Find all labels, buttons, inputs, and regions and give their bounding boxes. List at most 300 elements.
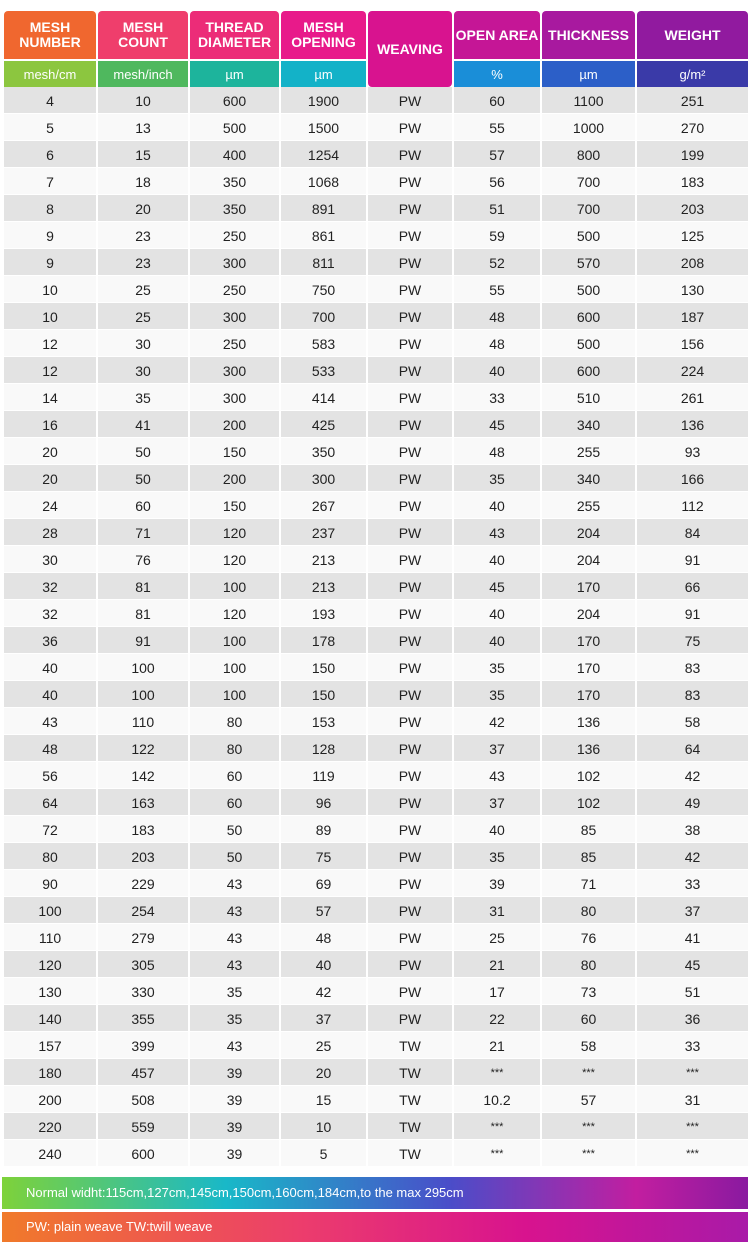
header-thickness: THICKNESS — [542, 11, 635, 59]
cell-mesh-opening: 1900 — [281, 87, 366, 114]
cell-weight: 36 — [637, 1005, 748, 1032]
cell-mesh-opening: 40 — [281, 951, 366, 978]
header-mesh-number: MESH NUMBER — [4, 11, 96, 59]
cell-mesh-count: 457 — [98, 1059, 188, 1086]
cell-mesh-number: 14 — [4, 384, 96, 411]
cell-mesh-number: 7 — [4, 168, 96, 195]
cell-weight: 91 — [637, 600, 748, 627]
cell-mesh-count: 142 — [98, 762, 188, 789]
cell-thread-diameter: 250 — [190, 276, 279, 303]
cell-thickness: 170 — [542, 654, 635, 681]
cell-open-area: 59 — [454, 222, 540, 249]
unit-open-area: % — [454, 59, 540, 87]
cell-open-area: 21 — [454, 1032, 540, 1059]
cell-mesh-count: 20 — [98, 195, 188, 222]
cell-weaving: PW — [368, 735, 452, 762]
cell-mesh-opening: 128 — [281, 735, 366, 762]
cell-thickness: 73 — [542, 978, 635, 1005]
cell-mesh-number: 120 — [4, 951, 96, 978]
table-row — [4, 573, 748, 600]
cell-thickness: 60 — [542, 1005, 635, 1032]
cell-mesh-opening: 861 — [281, 222, 366, 249]
cell-weight: 37 — [637, 897, 748, 924]
cell-mesh-number: 80 — [4, 843, 96, 870]
cell-weaving: PW — [368, 843, 452, 870]
cell-mesh-opening: 213 — [281, 573, 366, 600]
cell-thickness: 800 — [542, 141, 635, 168]
cell-mesh-number: 4 — [4, 87, 96, 114]
cell-weaving: TW — [368, 1059, 452, 1086]
cell-mesh-count: 41 — [98, 411, 188, 438]
table-row — [4, 789, 748, 816]
cell-thickness: 85 — [542, 816, 635, 843]
cell-thread-diameter: 80 — [190, 735, 279, 762]
cell-weight: *** — [637, 1140, 748, 1167]
cell-weaving: PW — [368, 708, 452, 735]
cell-mesh-opening: 700 — [281, 303, 366, 330]
cell-thickness: 700 — [542, 195, 635, 222]
cell-weight: 251 — [637, 87, 748, 114]
cell-open-area: 40 — [454, 357, 540, 384]
cell-thread-diameter: 250 — [190, 222, 279, 249]
cell-mesh-number: 12 — [4, 330, 96, 357]
cell-open-area: 31 — [454, 897, 540, 924]
cell-open-area: 21 — [454, 951, 540, 978]
cell-open-area: 10.2 — [454, 1086, 540, 1113]
cell-mesh-number: 20 — [4, 438, 96, 465]
table-row — [4, 357, 748, 384]
cell-mesh-opening: 178 — [281, 627, 366, 654]
cell-mesh-count: 122 — [98, 735, 188, 762]
table-row — [4, 1113, 748, 1140]
cell-mesh-opening: 96 — [281, 789, 366, 816]
cell-mesh-number: 10 — [4, 303, 96, 330]
cell-weight: 203 — [637, 195, 748, 222]
cell-thread-diameter: 35 — [190, 978, 279, 1005]
cell-thickness: 136 — [542, 708, 635, 735]
cell-mesh-number: 100 — [4, 897, 96, 924]
cell-thickness: 500 — [542, 330, 635, 357]
cell-mesh-opening: 75 — [281, 843, 366, 870]
cell-mesh-count: 15 — [98, 141, 188, 168]
table-row — [4, 1086, 748, 1113]
table-row — [4, 978, 748, 1005]
cell-weaving: TW — [368, 1140, 452, 1167]
cell-thickness: 700 — [542, 168, 635, 195]
cell-mesh-count: 229 — [98, 870, 188, 897]
cell-weaving: PW — [368, 384, 452, 411]
cell-mesh-opening: 15 — [281, 1086, 366, 1113]
cell-weaving: PW — [368, 303, 452, 330]
table-row — [4, 762, 748, 789]
cell-mesh-opening: 119 — [281, 762, 366, 789]
cell-mesh-number: 40 — [4, 681, 96, 708]
weave-note: PW: plain weave TW:twill weave — [2, 1212, 748, 1242]
cell-thread-diameter: 80 — [190, 708, 279, 735]
cell-weight: 58 — [637, 708, 748, 735]
cell-mesh-opening: 153 — [281, 708, 366, 735]
cell-open-area: 40 — [454, 816, 540, 843]
unit-mesh-count: mesh/inch — [98, 59, 188, 87]
cell-mesh-number: 6 — [4, 141, 96, 168]
cell-thickness: *** — [542, 1113, 635, 1140]
cell-mesh-count: 330 — [98, 978, 188, 1005]
cell-weight: 91 — [637, 546, 748, 573]
header-mesh-opening: MESH OPENING — [281, 11, 366, 59]
cell-mesh-opening: 69 — [281, 870, 366, 897]
cell-thickness: 570 — [542, 249, 635, 276]
width-note: Normal widht:115cm,127cm,145cm,150cm,160cm,184cm,to the max 295cm — [2, 1177, 748, 1209]
cell-mesh-count: 183 — [98, 816, 188, 843]
cell-weaving: PW — [368, 816, 452, 843]
cell-mesh-count: 23 — [98, 222, 188, 249]
header-mesh-count: MESH COUNT — [98, 11, 188, 59]
unit-thread-diameter: µm — [190, 59, 279, 87]
cell-weaving: PW — [368, 87, 452, 114]
table-row — [4, 843, 748, 870]
cell-mesh-opening: 267 — [281, 492, 366, 519]
table-row — [4, 816, 748, 843]
cell-weight: 66 — [637, 573, 748, 600]
cell-mesh-count: 254 — [98, 897, 188, 924]
cell-open-area: 43 — [454, 519, 540, 546]
cell-mesh-count: 559 — [98, 1113, 188, 1140]
cell-mesh-number: 130 — [4, 978, 96, 1005]
cell-thread-diameter: 300 — [190, 249, 279, 276]
cell-thickness: 102 — [542, 762, 635, 789]
table-row — [4, 924, 748, 951]
cell-weight: 84 — [637, 519, 748, 546]
cell-weaving: TW — [368, 1086, 452, 1113]
table-row — [4, 330, 748, 357]
cell-thread-diameter: 200 — [190, 411, 279, 438]
cell-thread-diameter: 39 — [190, 1140, 279, 1167]
cell-mesh-number: 32 — [4, 600, 96, 627]
cell-mesh-count: 100 — [98, 681, 188, 708]
cell-mesh-count: 355 — [98, 1005, 188, 1032]
cell-thread-diameter: 43 — [190, 897, 279, 924]
table-row — [4, 1005, 748, 1032]
cell-weight: 93 — [637, 438, 748, 465]
cell-mesh-number: 30 — [4, 546, 96, 573]
cell-weaving: PW — [368, 600, 452, 627]
cell-weight: 199 — [637, 141, 748, 168]
table-row — [4, 546, 748, 573]
cell-mesh-count: 23 — [98, 249, 188, 276]
table-row — [4, 1140, 748, 1167]
cell-open-area: 60 — [454, 87, 540, 114]
cell-thickness: 500 — [542, 276, 635, 303]
cell-weight: 75 — [637, 627, 748, 654]
header-weight: WEIGHT — [637, 11, 748, 59]
cell-mesh-opening: 300 — [281, 465, 366, 492]
cell-thickness: 80 — [542, 951, 635, 978]
table-row — [4, 1032, 748, 1059]
cell-mesh-count: 399 — [98, 1032, 188, 1059]
cell-mesh-opening: 414 — [281, 384, 366, 411]
cell-weight: 183 — [637, 168, 748, 195]
cell-mesh-opening: 237 — [281, 519, 366, 546]
cell-thread-diameter: 35 — [190, 1005, 279, 1032]
cell-weight: 38 — [637, 816, 748, 843]
table-row — [4, 627, 748, 654]
cell-weaving: PW — [368, 438, 452, 465]
header-row — [4, 11, 748, 59]
table-row — [4, 708, 748, 735]
header-thread-diameter: THREAD DIAMETER — [190, 11, 279, 59]
cell-mesh-number: 12 — [4, 357, 96, 384]
cell-mesh-number: 9 — [4, 222, 96, 249]
cell-thickness: 255 — [542, 438, 635, 465]
cell-weaving: TW — [368, 1113, 452, 1140]
cell-thread-diameter: 100 — [190, 627, 279, 654]
cell-thickness: 136 — [542, 735, 635, 762]
table-row — [4, 465, 748, 492]
cell-weaving: PW — [368, 519, 452, 546]
cell-mesh-number: 28 — [4, 519, 96, 546]
cell-mesh-number: 43 — [4, 708, 96, 735]
cell-weaving: PW — [368, 870, 452, 897]
cell-mesh-opening: 533 — [281, 357, 366, 384]
cell-thickness: 255 — [542, 492, 635, 519]
cell-open-area: 40 — [454, 600, 540, 627]
cell-open-area: 55 — [454, 276, 540, 303]
table-row — [4, 1059, 748, 1086]
cell-weaving: PW — [368, 249, 452, 276]
cell-weight: 261 — [637, 384, 748, 411]
cell-mesh-count: 163 — [98, 789, 188, 816]
cell-mesh-opening: 1254 — [281, 141, 366, 168]
cell-mesh-count: 50 — [98, 438, 188, 465]
cell-weaving: PW — [368, 654, 452, 681]
cell-thread-diameter: 43 — [190, 924, 279, 951]
cell-mesh-number: 72 — [4, 816, 96, 843]
cell-thread-diameter: 100 — [190, 654, 279, 681]
cell-mesh-count: 30 — [98, 330, 188, 357]
cell-weight: 51 — [637, 978, 748, 1005]
cell-thickness: *** — [542, 1140, 635, 1167]
cell-mesh-count: 279 — [98, 924, 188, 951]
cell-open-area: 40 — [454, 546, 540, 573]
cell-mesh-number: 20 — [4, 465, 96, 492]
table-row — [4, 249, 748, 276]
cell-open-area: 56 — [454, 168, 540, 195]
cell-open-area: 52 — [454, 249, 540, 276]
cell-weaving: TW — [368, 1032, 452, 1059]
cell-mesh-count: 81 — [98, 573, 188, 600]
cell-mesh-number: 200 — [4, 1086, 96, 1113]
cell-open-area: 42 — [454, 708, 540, 735]
cell-weaving: PW — [368, 681, 452, 708]
cell-open-area: 48 — [454, 330, 540, 357]
cell-mesh-count: 305 — [98, 951, 188, 978]
unit-thickness: µm — [542, 59, 635, 87]
cell-thickness: 600 — [542, 303, 635, 330]
cell-mesh-number: 40 — [4, 654, 96, 681]
cell-open-area: 43 — [454, 762, 540, 789]
cell-mesh-opening: 37 — [281, 1005, 366, 1032]
table-row — [4, 384, 748, 411]
cell-mesh-count: 10 — [98, 87, 188, 114]
cell-mesh-opening: 811 — [281, 249, 366, 276]
table-row — [4, 870, 748, 897]
cell-weight: 187 — [637, 303, 748, 330]
cell-mesh-number: 56 — [4, 762, 96, 789]
cell-thickness: 170 — [542, 627, 635, 654]
cell-mesh-number: 8 — [4, 195, 96, 222]
cell-open-area: 48 — [454, 303, 540, 330]
cell-weight: 33 — [637, 870, 748, 897]
cell-mesh-opening: 20 — [281, 1059, 366, 1086]
cell-mesh-count: 18 — [98, 168, 188, 195]
cell-open-area: 35 — [454, 465, 540, 492]
cell-thread-diameter: 39 — [190, 1059, 279, 1086]
cell-open-area: 39 — [454, 870, 540, 897]
cell-thread-diameter: 120 — [190, 546, 279, 573]
cell-mesh-number: 140 — [4, 1005, 96, 1032]
cell-mesh-opening: 57 — [281, 897, 366, 924]
cell-open-area: 51 — [454, 195, 540, 222]
cell-weight: 33 — [637, 1032, 748, 1059]
cell-mesh-opening: 425 — [281, 411, 366, 438]
cell-weaving: PW — [368, 357, 452, 384]
cell-open-area: 17 — [454, 978, 540, 1005]
cell-open-area: 37 — [454, 789, 540, 816]
cell-weight: 41 — [637, 924, 748, 951]
cell-thread-diameter: 50 — [190, 843, 279, 870]
cell-weight: 112 — [637, 492, 748, 519]
cell-open-area: *** — [454, 1059, 540, 1086]
cell-mesh-number: 220 — [4, 1113, 96, 1140]
table-row — [4, 681, 748, 708]
cell-mesh-count: 600 — [98, 1140, 188, 1167]
cell-open-area: *** — [454, 1140, 540, 1167]
table-row — [4, 222, 748, 249]
table-row — [4, 276, 748, 303]
cell-weight: 208 — [637, 249, 748, 276]
unit-mesh-opening: µm — [281, 59, 366, 87]
cell-open-area: 55 — [454, 114, 540, 141]
cell-thread-diameter: 350 — [190, 168, 279, 195]
cell-mesh-count: 50 — [98, 465, 188, 492]
cell-thickness: 340 — [542, 411, 635, 438]
cell-open-area: 45 — [454, 411, 540, 438]
cell-open-area: 40 — [454, 627, 540, 654]
cell-thread-diameter: 43 — [190, 951, 279, 978]
cell-mesh-opening: 750 — [281, 276, 366, 303]
unit-mesh-number: mesh/cm — [4, 59, 96, 87]
cell-thickness: 340 — [542, 465, 635, 492]
cell-weaving: PW — [368, 330, 452, 357]
cell-thread-diameter: 120 — [190, 519, 279, 546]
cell-mesh-count: 81 — [98, 600, 188, 627]
cell-thickness: 1000 — [542, 114, 635, 141]
cell-mesh-opening: 42 — [281, 978, 366, 1005]
cell-thickness: 510 — [542, 384, 635, 411]
cell-mesh-count: 25 — [98, 276, 188, 303]
cell-thread-diameter: 60 — [190, 762, 279, 789]
cell-thickness: *** — [542, 1059, 635, 1086]
cell-mesh-opening: 193 — [281, 600, 366, 627]
cell-mesh-opening: 1500 — [281, 114, 366, 141]
cell-thickness: 500 — [542, 222, 635, 249]
unit-weight: g/m² — [637, 59, 748, 87]
cell-open-area: 40 — [454, 492, 540, 519]
table-row — [4, 87, 748, 114]
cell-mesh-opening: 150 — [281, 681, 366, 708]
cell-mesh-opening: 10 — [281, 1113, 366, 1140]
cell-weaving: PW — [368, 897, 452, 924]
cell-weaving: PW — [368, 1005, 452, 1032]
cell-thread-diameter: 43 — [190, 870, 279, 897]
cell-open-area: 35 — [454, 681, 540, 708]
cell-weight: 166 — [637, 465, 748, 492]
cell-mesh-count: 25 — [98, 303, 188, 330]
cell-mesh-count: 71 — [98, 519, 188, 546]
cell-thread-diameter: 50 — [190, 816, 279, 843]
cell-open-area: 37 — [454, 735, 540, 762]
cell-thickness: 170 — [542, 573, 635, 600]
cell-mesh-count: 100 — [98, 654, 188, 681]
cell-thread-diameter: 350 — [190, 195, 279, 222]
cell-weaving: PW — [368, 627, 452, 654]
cell-mesh-count: 203 — [98, 843, 188, 870]
cell-mesh-number: 110 — [4, 924, 96, 951]
cell-mesh-opening: 48 — [281, 924, 366, 951]
cell-weaving: PW — [368, 789, 452, 816]
cell-mesh-count: 30 — [98, 357, 188, 384]
cell-mesh-count: 13 — [98, 114, 188, 141]
cell-mesh-count: 508 — [98, 1086, 188, 1113]
cell-thickness: 204 — [542, 600, 635, 627]
cell-mesh-number: 24 — [4, 492, 96, 519]
cell-thread-diameter: 200 — [190, 465, 279, 492]
cell-open-area: 35 — [454, 843, 540, 870]
cell-mesh-number: 157 — [4, 1032, 96, 1059]
cell-weight: 156 — [637, 330, 748, 357]
cell-weaving: PW — [368, 168, 452, 195]
cell-weaving: PW — [368, 195, 452, 222]
cell-thickness: 170 — [542, 681, 635, 708]
mesh-spec-table — [2, 11, 750, 1167]
cell-thickness: 204 — [542, 519, 635, 546]
cell-mesh-number: 9 — [4, 249, 96, 276]
cell-weaving: PW — [368, 492, 452, 519]
cell-weaving: PW — [368, 978, 452, 1005]
cell-thread-diameter: 150 — [190, 492, 279, 519]
cell-open-area: 33 — [454, 384, 540, 411]
cell-mesh-count: 91 — [98, 627, 188, 654]
cell-thickness: 57 — [542, 1086, 635, 1113]
cell-open-area: 48 — [454, 438, 540, 465]
cell-weight: 136 — [637, 411, 748, 438]
cell-weight: 130 — [637, 276, 748, 303]
cell-thickness: 1100 — [542, 87, 635, 114]
cell-weight: 42 — [637, 762, 748, 789]
cell-mesh-opening: 25 — [281, 1032, 366, 1059]
cell-weight: 125 — [637, 222, 748, 249]
cell-mesh-count: 60 — [98, 492, 188, 519]
cell-thread-diameter: 600 — [190, 87, 279, 114]
cell-weaving: PW — [368, 546, 452, 573]
table-row — [4, 438, 748, 465]
cell-thread-diameter: 100 — [190, 573, 279, 600]
cell-weaving: PW — [368, 762, 452, 789]
cell-weaving: PW — [368, 114, 452, 141]
cell-mesh-number: 10 — [4, 276, 96, 303]
cell-weaving: PW — [368, 222, 452, 249]
cell-thread-diameter: 500 — [190, 114, 279, 141]
